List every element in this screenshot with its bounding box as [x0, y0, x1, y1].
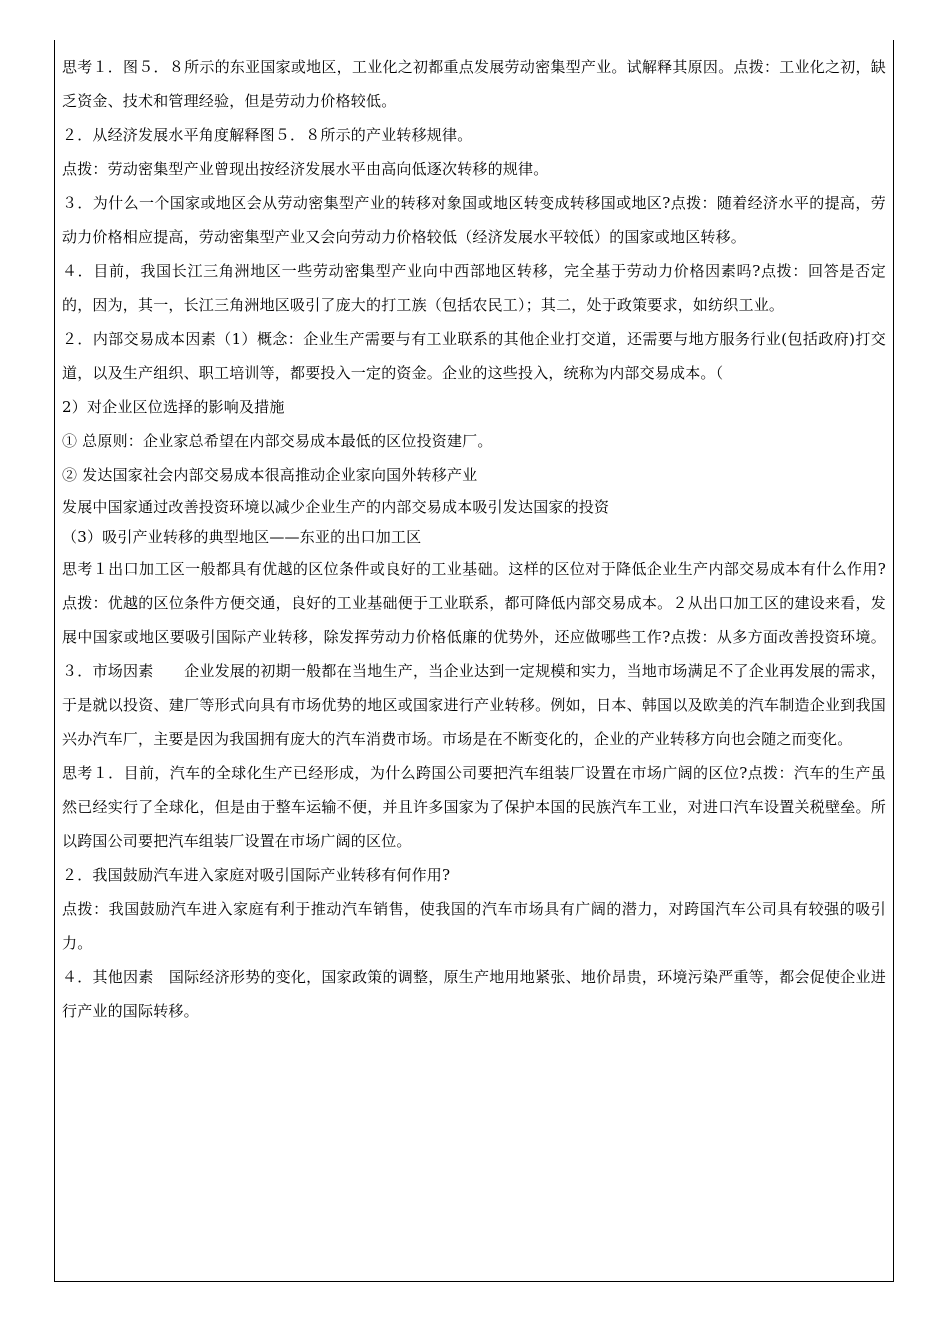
paragraph-think-2: ２．从经济发展水平角度解释图５．８所示的产业转移规律。: [62, 126, 473, 144]
paragraph-principle-2: ② 发达国家社会内部交易成本很高推动企业家向国外转移产业: [62, 466, 478, 484]
paragraph-car-think-2: ２．我国鼓励汽车进入家庭对吸引国际产业转移有何作用?: [62, 866, 451, 884]
paragraph-think-1: 思考１．图５．８所示的东亚国家或地区，工业化之初都重点发展劳动密集型产业。试解释其原因。点拨：工业化之初，缺乏资金、技术和管理经验，但是劳动力价格较低。: [62, 58, 886, 110]
paragraph-think-3: ３．为什么一个国家或地区会从劳动密集型产业的转移对象国或地区转变成转移国或地区?点拨：随着经济水平的提高，劳动力价格相应提高，劳动密集型产业又会向劳动力价格较低（经济发展水平较低）的国家或地区转移。: [62, 194, 886, 246]
paragraph-other-factors: ４．其他因素 国际经济形势的变化，国家政策的调整，原生产地用地紧张、地价昂贵，环境污染严重等，都会促使企业进行产业的国际转移。: [62, 968, 886, 1020]
document-body: [62, 50, 886, 1028]
paragraph-developing-countries: 发展中国家通过改善投资环境以减少企业生产的内部交易成本吸引发达国家的投资: [62, 498, 610, 516]
paragraph-internal-cost: ２．内部交易成本因素（1）概念：企业生产需要与有工业联系的其他企业打交道，还需要与地方服务行业(包括政府)打交道，以及生产组织、职工培训等，都要投入一定的资金。企业的这些投入，统称为内部交易成本。（: [62, 330, 886, 382]
paragraph-principle-1: ① 总原则：企业家总希望在内部交易成本最低的区位投资建厂。: [62, 432, 493, 450]
paragraph-car-think-1: 思考１．目前，汽车的全球化生产已经形成，为什么跨国公司要把汽车组装厂设置在市场广阔的区位?点拨：汽车的生产虽然已经实行了全球化，但是由于整车运输不便，并且许多国家为了保护本国的民族汽车工业，对进口汽车设置关税壁垒。所以跨国公司要把汽车组装厂设置在市场广阔的区位。: [62, 764, 886, 850]
paragraph-export-zone-think: 思考１出口加工区一般都具有优越的区位条件或良好的工业基础。这样的区位对于降低企业生产内部交易成本有什么作用?点拨：优越的区位条件方便交通，良好的工业基础便于工业联系，都可降低内部交易成本。２从出口加工区的建设来看，发展中国家或地区要吸引国际产业转移，除发挥劳动力价格低廉的优势外，还应做哪些工作?点拨：从多方面改善投资环境。３．市场因素 企业发展的初期一般都在当地生产，当企业达到一定规模和实力，当地市场满足不了企业再发展的需求，于是就以投资、建厂等形式向具有市场优势的地区或国家进行产业转移。例如，日本、韩国以及欧美的汽车制造企业到我国兴办汽车厂，主要是因为我国拥有庞大的汽车消费市场。市场是在不断变化的，企业的产业转移方向也会随之而变化。: [62, 560, 886, 748]
paragraph-car-hint-2: 点拨：我国鼓励汽车进入家庭有利于推动汽车销售，使我国的汽车市场具有广阔的潜力，对跨国汽车公司具有较强的吸引力。: [62, 900, 886, 952]
paragraph-think-4: ４．目前，我国长江三角洲地区一些劳动密集型产业向中西部地区转移，完全基于劳动力价格因素吗?点拨：回答是否定的，因为，其一，长江三角洲地区吸引了庞大的打工族（包括农民工）；其二，处于政策要求，如纺织工业。: [62, 262, 886, 314]
paragraph-influence-heading: 2）对企业区位选择的影响及措施: [62, 398, 285, 416]
paragraph-hint-2: 点拨：劳动密集型产业曾现出按经济发展水平由高向低逐次转移的规律。: [62, 160, 549, 178]
paragraph-export-zone-heading: （3）吸引产业转移的典型地区——东亚的出口加工区: [62, 528, 422, 546]
